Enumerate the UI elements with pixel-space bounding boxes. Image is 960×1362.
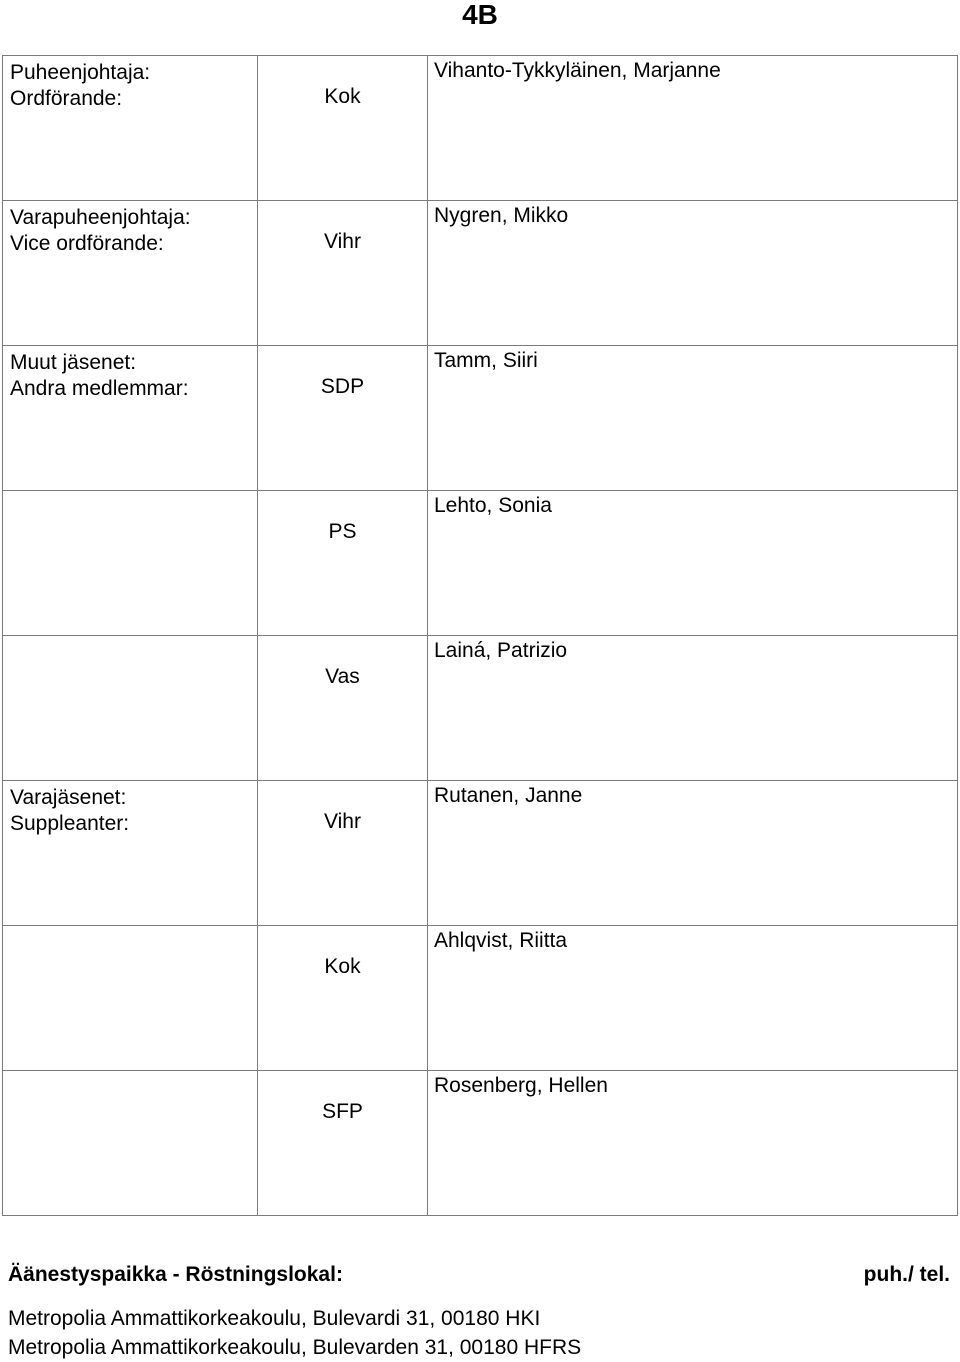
table-row (3, 491, 958, 636)
party-label: SDP (320, 375, 365, 398)
member-name: Nygren, Mikko (434, 204, 569, 227)
name-cell (428, 491, 958, 636)
role-fi: Varajäsenet: (10, 786, 127, 809)
role-cell (3, 491, 258, 636)
name-cell (428, 1071, 958, 1216)
role-cell (3, 1071, 258, 1216)
polling-address (8, 1304, 952, 1362)
member-name: Vihanto-Tykkyläinen, Marjanne (434, 59, 721, 82)
party-cell (258, 491, 428, 636)
name-cell (428, 926, 958, 1071)
role-fi: Muut jäsenet: (10, 351, 137, 374)
phone-label: puh./ tel. (863, 1263, 950, 1286)
committee-table (2, 55, 958, 1216)
table-row (3, 926, 958, 1071)
member-name: Lehto, Sonia (434, 494, 552, 517)
party-label: Vas (325, 665, 360, 688)
polling-place-label: Äänestyspaikka - Röstningslokal: (8, 1263, 343, 1286)
role-cell (3, 346, 258, 491)
party-cell (258, 636, 428, 781)
role-cell (3, 926, 258, 1071)
role-fi: Puheenjohtaja: (10, 61, 151, 84)
table-row (3, 201, 958, 346)
party-label: PS (328, 520, 357, 543)
polling-footer (8, 1262, 952, 1362)
role-sv: Andra medlemmar: (10, 377, 189, 400)
member-name: Tamm, Siiri (434, 349, 538, 372)
member-name: Lainá, Patrizio (434, 639, 568, 662)
party-cell (258, 926, 428, 1071)
table-row (3, 781, 958, 926)
role-cell (3, 781, 258, 926)
footer-header (8, 1262, 952, 1288)
party-cell (258, 346, 428, 491)
table-row (3, 56, 958, 201)
party-label: Kok (324, 955, 361, 978)
role-sv: Vice ordförande: (10, 232, 164, 255)
name-cell (428, 56, 958, 201)
address-sv: Metropolia Ammattikorkeakoulu, Bulevarden 31, 00180 HFRS (8, 1336, 582, 1359)
name-cell (428, 636, 958, 781)
party-cell (258, 1071, 428, 1216)
role-sv: Ordförande: (10, 87, 123, 110)
name-cell (428, 201, 958, 346)
party-label: SFP (322, 1100, 363, 1123)
member-name: Rutanen, Janne (434, 784, 583, 807)
party-label: Vihr (324, 810, 361, 833)
address-fi: Metropolia Ammattikorkeakoulu, Bulevardi 31, 00180 HKI (8, 1307, 541, 1330)
table-row (3, 636, 958, 781)
party-label: Vihr (324, 230, 361, 253)
page-code: 4B (462, 0, 498, 30)
role-sv: Suppleanter: (10, 812, 130, 835)
table-row (3, 1071, 958, 1216)
member-name: Rosenberg, Hellen (434, 1074, 608, 1097)
name-cell (428, 346, 958, 491)
name-cell (428, 781, 958, 926)
party-cell (258, 201, 428, 346)
role-fi: Varapuheenjohtaja: (10, 206, 191, 229)
role-cell (3, 201, 258, 346)
party-cell (258, 781, 428, 926)
member-name: Ahlqvist, Riitta (434, 929, 568, 952)
table-row (3, 346, 958, 491)
party-label: Kok (324, 85, 361, 108)
party-cell (258, 56, 428, 201)
role-cell (3, 56, 258, 201)
role-cell (3, 636, 258, 781)
